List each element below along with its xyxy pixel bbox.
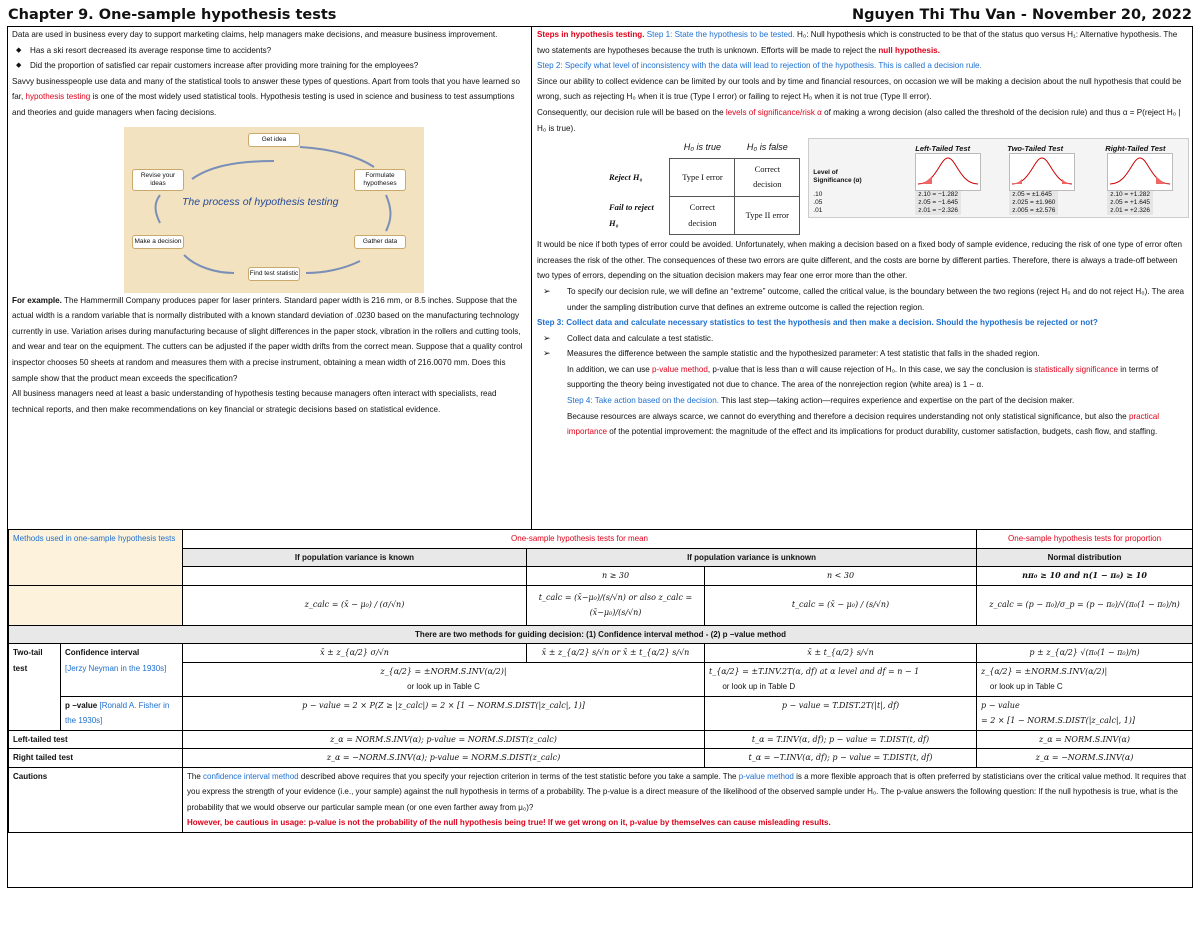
right-tail-values: z.10 = +1.282 z.05 = +1.645 z.01 = +2.326: [1107, 191, 1153, 215]
col-h0-true: H₀ is true: [683, 142, 722, 153]
type-errors-paragraph: Since our ability to collect evidence can be limited by our tools and by time and financial resources, on occasion we will be making a decision about the null hypothesis that could be wrong, such as rejecting H₀ when it is true (Type I error) or failing to reject H₀ when it is not true (Type II error).: [537, 76, 1182, 102]
author-date: Nguyen Thi Thu Van - November 20, 2022: [852, 7, 1192, 23]
t-calc-formula: t_calc = (x̄ − μ₀) / (s/√n): [705, 585, 977, 625]
page-header: [8, 4, 1192, 26]
figure-caption: The process of hypothesis testing: [182, 195, 339, 208]
step4: Step 4: Take action based on the decision. This last step—taking action—requires experience and expertise on the part of the decision maker.: [567, 396, 1075, 406]
ci-ge30: x̄ ± z_{α/2} s/√n or x̄ ± t_{α/2} s/√n: [527, 644, 705, 663]
cautions-label: Cautions: [9, 767, 183, 832]
ci-lt30: x̄ ± t_{α/2} s/√n: [705, 644, 977, 663]
right-tailed-t: t_α = −T.INV(α, df); p − value = T.DIST(t, df): [705, 749, 977, 768]
z-prop-formula: z_calc = (p − π₀)/σ_p = (p − π₀)/√(π₀(1 − π₀)/n): [977, 585, 1193, 625]
row-label: Reject H₀: [609, 171, 643, 182]
methods-label: Methods used in one-sample hypothesis tests: [9, 530, 183, 586]
ci-label-cell: Confidence interval [Jerzy Neyman in the 1930s]: [61, 644, 183, 697]
crit-t-cell: t_{α/2} = ±T.INV.2T(α, df) at α level and df = n − 1 or look up in Table D: [705, 662, 977, 696]
step2: Step 2: Specify what level of inconsistency with the data will lead to rejection of the hypothesis. This is called a decision rule.: [537, 61, 982, 71]
bullet-item: ◆ Did the proportion of satisfied car repair customers increase after providing more training for the employees?: [12, 58, 524, 74]
step3: Step 3: Collect data and calculate necessary statistics to test the hypothesis and then make a decision. Should the hypothesis be rejected or not?: [537, 318, 1098, 328]
alpha-values: .10 .05 .01: [813, 191, 823, 215]
column-divider: [531, 27, 532, 529]
ci-known: x̄ ± z_{α/2} σ/√n: [183, 644, 527, 663]
ci-prop: p ± z_{α/2} √(π₀(1 − π₀)/n): [977, 644, 1193, 663]
right-tail-curve: [1107, 153, 1173, 191]
mean-tests-title: One-sample hypothesis tests for mean: [183, 530, 977, 549]
row-label: Fail to reject H₀: [609, 201, 654, 228]
error-types-table: [605, 138, 800, 235]
normal-distribution-header: Normal distribution: [977, 548, 1193, 567]
critical-values-table: [808, 138, 1189, 218]
bullet-item: ◆ Has a ski resort decreased its average response time to accidents?: [12, 43, 524, 59]
closing-paragraph: All business managers need at least a basic understanding of hypothesis testing because managers often interact with specialists, read technical reports, and then make recommendations on key financial or strategic decisions based on statistical evidence.: [12, 389, 497, 414]
t-calc-formula-ge30: t_calc = (x̄−μ₀)/(s/√n) or also z_calc = (x̄−μ₀)/(s/√n): [527, 585, 705, 625]
left-tail-curve: [915, 153, 981, 191]
z-calc-formula: z_calc = (x̄ − μ₀) / (σ/√n): [183, 585, 527, 625]
chapter-title: Chapter 9. One-sample hypothesis tests: [8, 7, 337, 23]
two-tailed-header: Two-Tailed Test: [1007, 144, 1064, 154]
two-tail-values: z.05 = ±1.645 z.025 = ±1.960 z.005 = ±2.576: [1009, 191, 1058, 215]
right-tailed-label: Right tailed test: [9, 749, 183, 768]
pvalue-prop: p − value = 2 × [1 − NORM.S.DIST(|z_calc|, 1)]: [977, 696, 1193, 730]
cell: Type II error: [735, 196, 800, 234]
two-methods-banner: There are two methods for guiding decision: (1) Confidence interval method - (2) p −value method: [9, 625, 1193, 644]
left-tail-values: z.10 = −1.282 z.05 = −1.645 z.01 = −2.326: [915, 191, 961, 215]
n-ge-30: n ≥ 30: [527, 567, 705, 586]
pvalue-label-cell: p −value [Ronald A. Fisher in the 1930s]: [61, 696, 183, 730]
cell: Type I error: [670, 158, 735, 196]
pvalue-t: p − value = T.DIST.2T(|t|, df): [705, 696, 977, 730]
savvy-paragraph: Savvy businesspeople use data and many of the statistical tools to answer these types of questions. Apart from tools that you have learned so far, hypothesis testing is one of the most widely used statistical tools. Hypothesis testing is used in science and business to test assumptions and theories and guide managers when facing decisions.: [12, 76, 520, 117]
proportion-tests-title: One-sample hypothesis tests for proportion: [977, 530, 1193, 549]
practical-paragraph: Because resources are always scarce, we cannot do everything and therefore a decision requires understanding not only statistical significance, but also the practical importance of the potential improvement: the magnitude of the effect and its implications for product durability, customer satisfaction, budgets, cash flow, and staffing.: [567, 411, 1160, 437]
two-tail-curve: [1009, 153, 1075, 191]
arrow-item: ➢ To specify our decision rule, we will define an “extreme” outcome, called the critical value, is the boundary between the two regions (reject H₀ and do not reject H₀). The area under the sampling distribution curve that defines an extreme outcome is called the rejection region.: [537, 284, 1189, 315]
content-grid: [7, 26, 1193, 888]
left-tailed-prop: z_α = NORM.S.INV(α): [977, 730, 1193, 749]
col-h0-false: H₀ is false: [746, 142, 788, 153]
step-get-idea: Get idea: [248, 133, 300, 147]
hypothesis-process-figure: [124, 127, 424, 293]
right-tailed-z: z_α = −NORM.S.INV(α); p-value = NORM.S.DIST(z_calc): [183, 749, 705, 768]
steps-step1: Steps in hypothesis testing. Step 1: State the hypothesis to be tested. H₀: Null hypothesis which is constructed to be that of the status quo versus H₁: Alternative hypothesis. The two statements are hypotheses because the truth is unknown. Efforts will be made to reject the null hypothesis.: [537, 30, 1178, 55]
right-tailed-header: Right-Tailed Test: [1105, 144, 1166, 154]
step-formulate-hypotheses: Formulate hypotheses: [354, 169, 406, 191]
step-revise-ideas: Revise your ideas: [132, 169, 184, 191]
known-variance-header: If population variance is known: [183, 548, 527, 567]
step-find-test-statistic: Find test statistic: [248, 267, 300, 281]
cell: Correct decision: [735, 158, 800, 196]
right-column: [537, 27, 1189, 529]
step-gather-data: Gather data: [354, 235, 406, 249]
crit-z-prop-cell: z_{α/2} = ±NORM.S.INV(α/2)| or look up in Table C: [977, 662, 1193, 696]
n-lt-30: n < 30: [705, 567, 977, 586]
left-tailed-header: Left-Tailed Test: [915, 144, 971, 154]
pvalue-z: p − value = 2 × P(Z ≥ |z_calc|) = 2 × [1 − NORM.S.DIST(|z_calc|, 1)]: [183, 696, 705, 730]
tradeoff-paragraph: It would be nice if both types of error could be avoided. Unfortunately, when making a decision based on a fixed body of sample evidence, reducing the risk of one type of error often increases the risk of the other. The consequences of these two errors are quite different, and the costs are borne by different parties. Therefore, there is always a trade-off between two types of errors, depending on the situation decision makers may fear one error more than the other.: [537, 240, 1183, 281]
np-condition: nπ₀ ≥ 10 and n(1 − π₀) ≥ 10: [977, 567, 1193, 586]
methods-table: [8, 529, 1193, 833]
left-tailed-t: t_α = T.INV(α, df); p − value = T.DIST(t, df): [705, 730, 977, 749]
example-paragraph: For example. The Hammermill Company produces paper for laser printers. Standard paper width is 216 mm, or 8.5 inches. Suppose that the actual width is a random variable that is normally distributed with a known standard deviation of .0230 based on the manufacturing technology currently in use. Variation arises during manufacturing because of slight differences in the paper stock, vibration in the rollers and cutting tools, and wear and tear on the equipment. The cutters can be adjusted if the paper width drifts from the correct mean. Suppose that a quality control inspector chooses 50 sheets at random and measures them with a precise instrument, obtaining a mean width of 216.0070 mm. Does this sample show that the product mean exceeds the specification?: [12, 295, 523, 383]
pvalue-paragraph: In addition, we can use p-value method, p-value that is less than α will cause rejection of H₀. In this case, we say the conclusion is statistically significance in terms of supporting the theory being investigated not due to chance. The area of the nonrejection region (white area) is 1 − α.: [567, 364, 1159, 390]
significance-paragraph: Consequently, our decision rule will be based on the levels of significance/risk α of making a wrong decision (also called the threshold of the decision rule) and thus α = P(reject H₀ | H₀ is true).: [537, 107, 1181, 133]
right-tailed-prop: z_α = −NORM.S.INV(α): [977, 749, 1193, 768]
step-make-decision: Make a decision: [132, 235, 184, 249]
arrow-item: ➢ Measures the difference between the sample statistic and the hypothesized parameter: A test statistic that falls in the shaded region.: [537, 346, 1189, 362]
intro-text: Data are used in business every day to support marketing claims, help managers make decisions, and measure business improvement.: [12, 30, 498, 39]
cell: Correct decision: [670, 196, 735, 234]
two-tail-label: Two-tail test: [9, 644, 61, 731]
figures-row: [605, 138, 1189, 235]
arrow-item: ➢ Collect data and calculate a test statistic.: [537, 331, 1189, 347]
crit-z-cell: z_{α/2} = ±NORM.S.INV(α/2)| or look up in Table C: [183, 662, 705, 696]
left-tailed-label: Left-tailed test: [9, 730, 183, 749]
level-label: Level of Significance (α): [813, 169, 862, 185]
cautions-text: The confidence interval method described above requires that you specify your rejection criterion in terms of the test statistic before you take a sample. The p-value method is a more flexible approach that is often preferred by statisticians over the critical value method. It requires that you express the strength of your evidence (i.e., your sample) against the null hypothesis in terms of a probability. The p-value is a direct measure of the likelihood of the observed sample under H₀. The p-value answers the following question: If the null hypothesis is true, what is the probability that we would observe our particular sample mean (or one even farther away from μ₀)? However, be cautious in usage: p-value is not the probability of the null hypothesis being true! If we get wrong on it, p-value by themselves can cause misleading results.: [183, 767, 1193, 832]
left-tailed-z: z_α = NORM.S.INV(α); p-value = NORM.S.DIST(z_calc): [183, 730, 705, 749]
left-column: [12, 27, 524, 529]
unknown-variance-header: If population variance is unknown: [527, 548, 977, 567]
